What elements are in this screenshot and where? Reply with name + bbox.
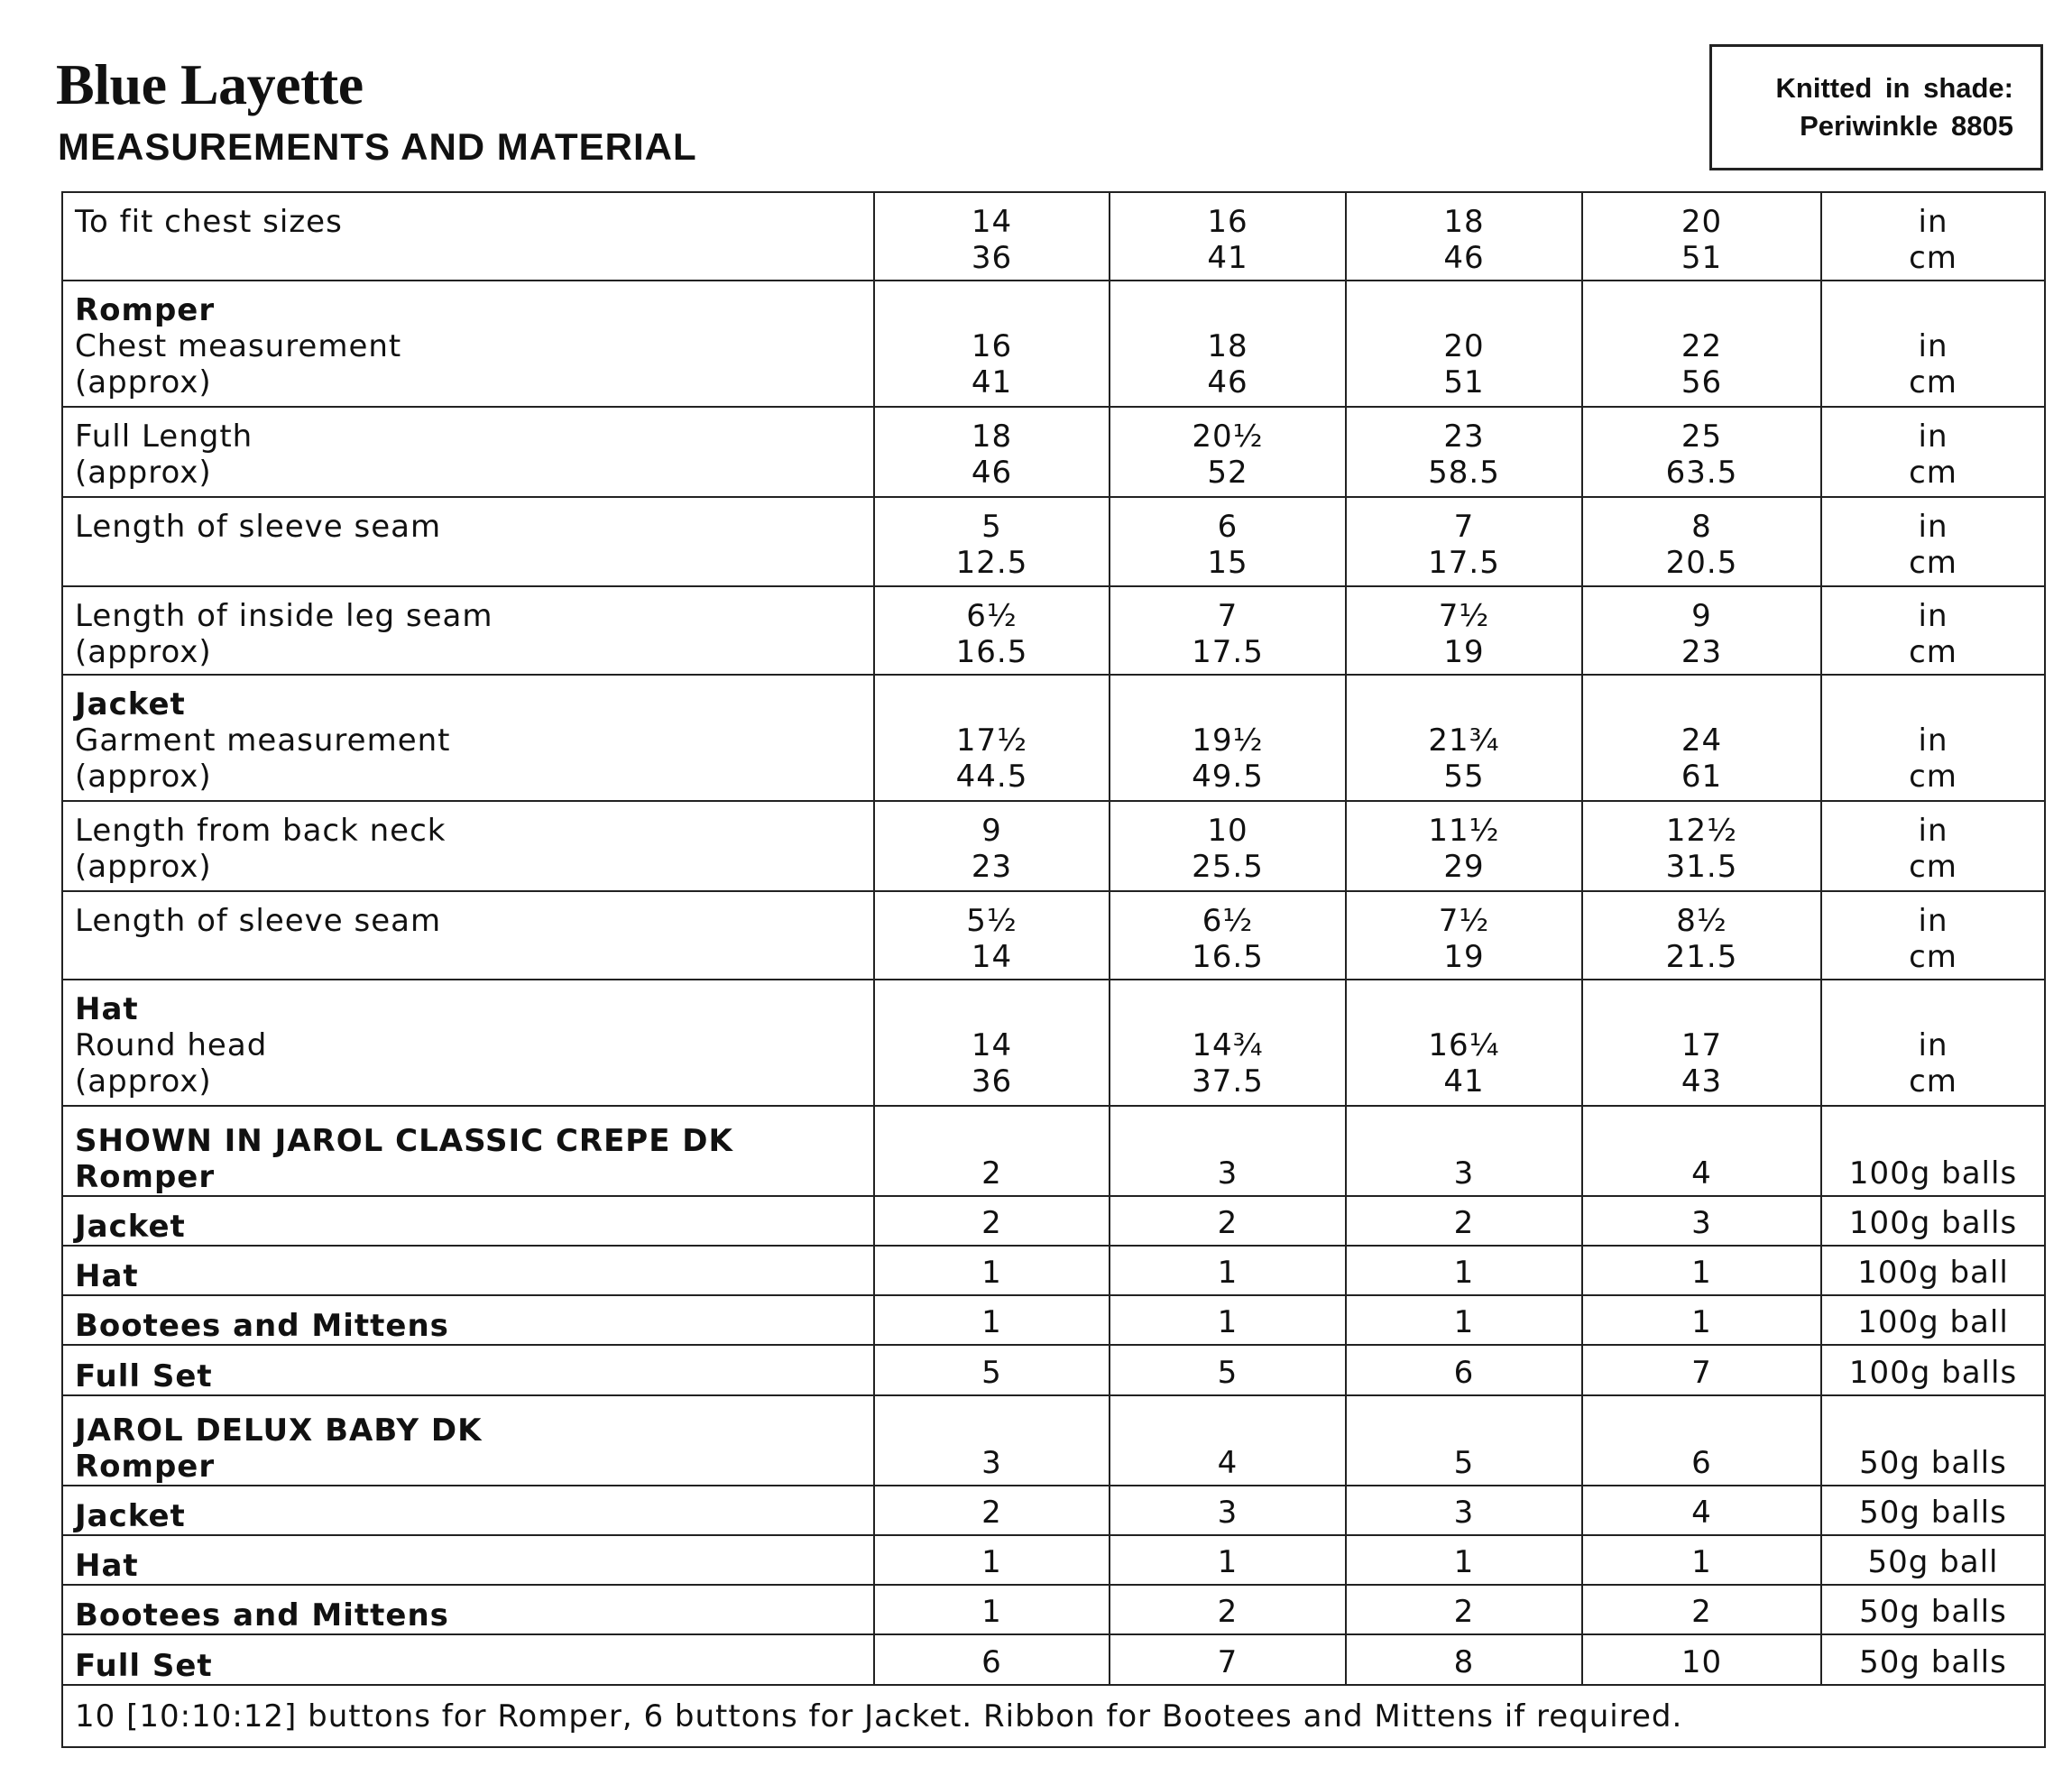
measurements-table	[61, 191, 2046, 1748]
table-row: Full Set 5 5 6 7 100g balls	[62, 1345, 2045, 1395]
section-heading-romper: Romper	[75, 292, 216, 328]
row-label: Length of inside leg seam (approx)	[62, 586, 874, 675]
row-label: Jacket	[62, 1486, 874, 1535]
shade-line-2: Periwinkle 8805	[1800, 110, 2013, 142]
row-label: Full Set	[62, 1345, 874, 1395]
row-label: Length of sleeve seam	[62, 891, 874, 980]
row-label: Hat	[62, 1535, 874, 1585]
table-row: Bootees and Mittens 1 2 2 2 50g balls	[62, 1585, 2045, 1634]
row-label: Jacket	[62, 1196, 874, 1246]
table-row: Hat 1 1 1 1 50g ball	[62, 1535, 2045, 1585]
section-heading-delux: JAROL DELUX BABY DK	[75, 1413, 483, 1449]
row-label: Length from back neck (approx)	[62, 801, 874, 891]
table-row: Romper Chest measurement (approx) 16 41 18 46 20 51 22 56 in cm	[62, 281, 2045, 407]
table-row	[62, 1685, 2045, 1747]
table-row: Length of inside leg seam (approx) 6½ 16.5 7 17.5 7½ 19 9 23 in cm	[62, 586, 2045, 675]
section-heading-jacket: Jacket	[75, 686, 186, 722]
section-heading-hat: Hat	[75, 991, 139, 1027]
row-label: Length of sleeve seam	[62, 497, 874, 586]
shade-line-1: Knitted in shade:	[1775, 72, 2013, 104]
table-row: Jacket 2 2 2 3 100g balls	[62, 1196, 2045, 1246]
row-label: JAROL DELUX BABY DK Romper	[62, 1395, 874, 1486]
table-row: Hat 1 1 1 1 100g ball	[62, 1246, 2045, 1295]
row-label: Hat	[62, 1246, 874, 1295]
row-label: Full Set	[62, 1634, 874, 1685]
table-row: Bootees and Mittens 1 1 1 1 100g ball	[62, 1295, 2045, 1345]
table-row: Hat Round head (approx) 14 36 14¾ 37.5 16¼ 41 17 43 in cm	[62, 980, 2045, 1106]
shade-box	[1709, 44, 2043, 170]
row-label: Full Length (approx)	[62, 407, 874, 497]
table-row: Jacket Garment measurement (approx) 17½ 44.5 19½ 49.5 21¾ 55 24 61 in cm	[62, 675, 2045, 801]
table-row: JAROL DELUX BABY DK Romper 3 4 5 6 50g balls	[62, 1395, 2045, 1486]
row-label: Bootees and Mittens	[62, 1295, 874, 1345]
section-heading-crepe: SHOWN IN JAROL CLASSIC CREPE DK	[75, 1123, 733, 1159]
table-row: Length of sleeve seam 5½ 14 6½ 16.5 7½ 19 8½ 21.5 in cm	[62, 891, 2045, 980]
page-title: Blue Layette	[56, 52, 364, 116]
table-row: Full Length (approx) 18 46 20½ 52 23 58.5 25 63.5 in cm	[62, 407, 2045, 497]
table-row: Full Set 6 7 8 10 50g balls	[62, 1634, 2045, 1685]
row-label: Bootees and Mittens	[62, 1585, 874, 1634]
table-row: Length from back neck (approx) 9 23 10 25.5 11½ 29 12½ 31.5 in cm	[62, 801, 2045, 891]
row-label: Jacket Garment measurement (approx)	[62, 675, 874, 801]
buttons-note: 10 [10:10:12] buttons for Romper, 6 buttons for Jacket. Ribbon for Bootees and Mittens if required.	[62, 1685, 2045, 1747]
table-row: To fit chest sizes 14 36 16 41 18 46 20 51 in cm	[62, 192, 2045, 281]
table-row: Length of sleeve seam 5 12.5 6 15 7 17.5 8 20.5 in cm	[62, 497, 2045, 586]
row-label: Romper Chest measurement (approx)	[62, 281, 874, 407]
row-label: SHOWN IN JAROL CLASSIC CREPE DK Romper	[62, 1106, 874, 1196]
row-label: Hat Round head (approx)	[62, 980, 874, 1106]
table-row: SHOWN IN JAROL CLASSIC CREPE DK Romper 2 3 3 4 100g balls	[62, 1106, 2045, 1196]
row-label: To fit chest sizes	[62, 192, 874, 281]
table-row: Jacket 2 3 3 4 50g balls	[62, 1486, 2045, 1535]
page-subtitle: MEASUREMENTS AND MATERIAL	[58, 125, 697, 168]
